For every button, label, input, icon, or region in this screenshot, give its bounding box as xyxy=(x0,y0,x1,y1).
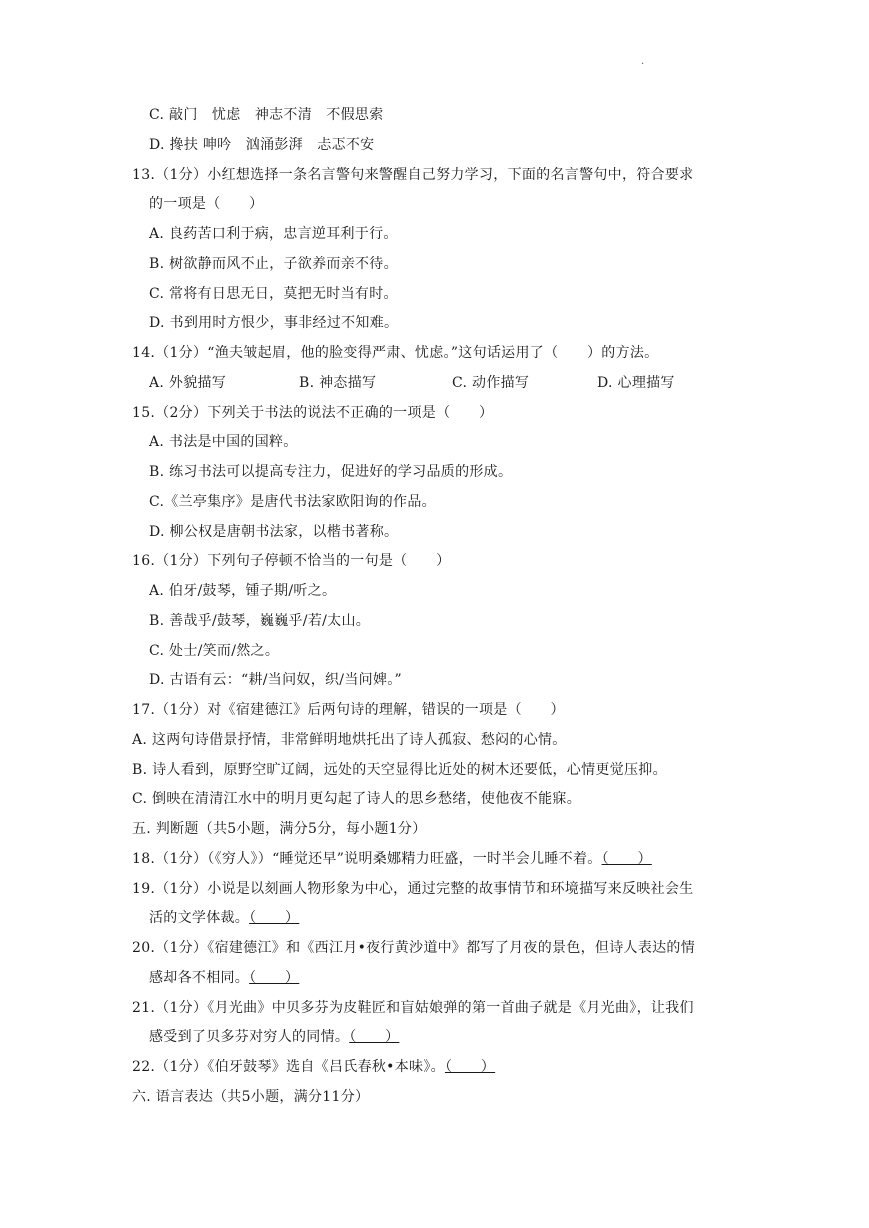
q22-stem xyxy=(132,1057,495,1077)
q20-stem-cont xyxy=(149,968,299,988)
section-five-heading: 五. 判断题（共5小题，满分5分，每小题1分） xyxy=(132,821,427,837)
q21-stem-cont xyxy=(149,1027,399,1047)
q17-option-b: B. 诗人看到，原野空旷辽阔，远处的天空显得比近处的树木还要低，心情更觉压抑。 xyxy=(132,762,667,778)
q13-option-b: B. 树欲静而风不止，子欲养而亲不待。 xyxy=(149,256,398,272)
q21-text: 感受到了贝多芬对穷人的同情。 xyxy=(149,1029,350,1045)
q22-text: 22.（1分）《伯牙鼓琴》选自《吕氏春秋•本味》。 xyxy=(132,1059,445,1075)
q17-option-c: C. 倒映在清清江水中的明月更勾起了诗人的思乡愁绪，使他夜不能寐。 xyxy=(132,791,582,807)
header-dot: . xyxy=(641,56,645,67)
q21-answer-blank: （ ） xyxy=(349,1029,400,1045)
q13-stem: 13.（1分）小红想选择一条名言警句来警醒自己努力学习，下面的名言警句中，符合要求 xyxy=(132,167,694,183)
q13-option-c: C. 常将有日思无日，莫把无时当有时。 xyxy=(149,286,398,302)
q16-option-c: C. 处士/笑而/然之。 xyxy=(149,643,280,659)
q20-stem: 20.（1分）《宿建德江》和《西江月•夜行黄沙道中》都写了月夜的景色，但诗人表达的情 xyxy=(132,940,696,956)
q14-option-c: C. 动作描写 xyxy=(452,375,530,391)
q16-stem: 16.（1分）下列句子停顿不恰当的一句是（ ） xyxy=(132,553,451,569)
q13-option-d: D. 书到用时方恨少，事非经过不知难。 xyxy=(149,315,399,331)
q15-option-d: D. 柳公权是唐朝书法家，以楷书著称。 xyxy=(149,524,399,540)
q16-option-b: B. 善哉乎/鼓琴，巍巍乎/若/太山。 xyxy=(149,613,371,629)
q14-stem: 14.（1分）“渔夫皱起眉，他的脸变得严肃、忧虑。”这句话运用了（ ）的方法。 xyxy=(132,345,659,361)
q18-stem xyxy=(132,849,652,869)
q16-option-a: A. 伯牙/鼓琴，锺子期/听之。 xyxy=(149,583,337,599)
q14-option-d: D. 心理描写 xyxy=(597,375,675,391)
q14-options xyxy=(149,373,675,393)
q15-option-a: A. 书法是中国的国粹。 xyxy=(149,434,298,450)
q17-stem: 17.（1分）对《宿建德江》后两句诗的理解，错误的一项是（ ） xyxy=(132,702,565,718)
q22-answer-blank: （ ） xyxy=(444,1059,496,1075)
q14-option-b: B. 神态描写 xyxy=(299,375,377,391)
q14-option-a: A. 外貌描写 xyxy=(149,375,227,391)
q12-option-d: D. 搀扶 呻吟 汹涌彭湃 忐忑不安 xyxy=(149,137,375,153)
q19-stem: 19.（1分）小说是以刻画人物形象为中心，通过完整的故事情节和环境描写来反映社会生 xyxy=(132,881,694,897)
q15-stem: 15.（2分）下列关于书法的说法不正确的一项是（ ） xyxy=(132,405,494,421)
q18-text: 18.（1分）（《穷人》）“睡觉还早”说明桑娜精力旺盛，一时半会儿睡不着。 xyxy=(132,851,602,867)
q18-answer-blank: （ ） xyxy=(601,851,652,867)
q19-stem-cont xyxy=(149,908,299,928)
q16-option-d: D. 古语有云：“耕/当问奴，织/当问婢。” xyxy=(149,672,402,688)
section-six-heading: 六. 语言表达（共5小题，满分11分） xyxy=(132,1089,370,1105)
q20-text: 感却各不相同。 xyxy=(149,970,250,986)
q15-option-c: C.《兰亭集序》是唐代书法家欧阳询的作品。 xyxy=(149,494,436,510)
q13-option-a: A. 良药苦口利于病，忠言逆耳利于行。 xyxy=(149,226,398,242)
q13-stem-cont: 的一项是（ ） xyxy=(149,196,264,212)
q17-option-a: A. 这两句诗借景抒情，非常鲜明地烘托出了诗人孤寂、愁闷的心情。 xyxy=(132,732,567,748)
q21-stem: 21.（1分）《月光曲》中贝多芬为皮鞋匠和盲姑娘弹的第一首曲子就是《月光曲》，让我们 xyxy=(132,1000,694,1016)
q12-option-c: C. 敲门 忧虑 神志不清 不假思索 xyxy=(149,107,384,123)
q19-answer-blank: （ ） xyxy=(249,910,300,926)
q15-option-b: B. 练习书法可以提高专注力，促进好的学习品质的形成。 xyxy=(149,464,513,480)
q20-answer-blank: （ ） xyxy=(249,970,300,986)
q19-text: 活的文学体裁。 xyxy=(149,910,250,926)
